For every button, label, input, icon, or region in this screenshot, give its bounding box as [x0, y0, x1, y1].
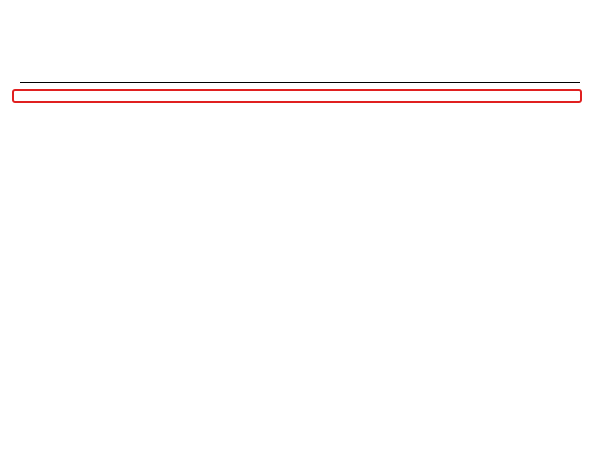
china-row-highlight — [12, 89, 582, 103]
column-header — [0, 60, 591, 80]
header-divider — [20, 82, 580, 83]
